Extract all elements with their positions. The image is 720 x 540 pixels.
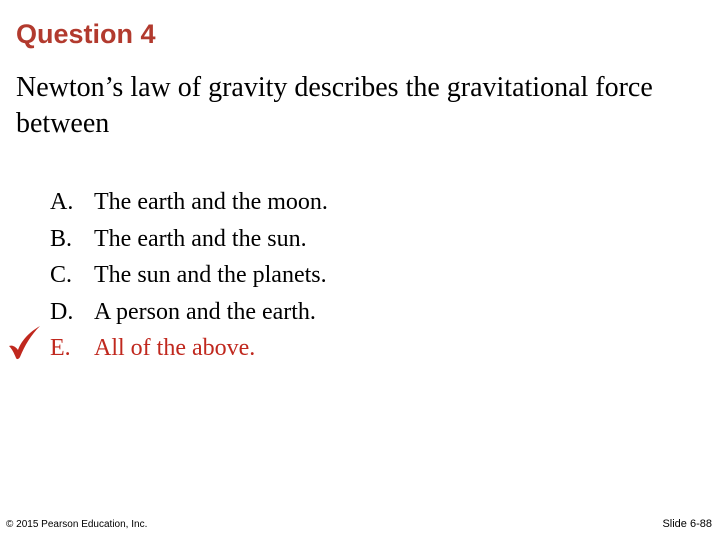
question-text: Newton’s law of gravity describes the gravitational force between — [16, 72, 653, 139]
choice-text: A person and the earth. — [94, 298, 316, 325]
choice-text: The sun and the planets. — [94, 262, 327, 288]
answer-choice-b — [50, 221, 650, 258]
copyright-notice: © 2015 Pearson Education, Inc. — [6, 519, 148, 530]
choice-text: The earth and the moon. — [94, 189, 328, 215]
choice-text: All of the above. — [94, 335, 256, 361]
choice-letter: A. — [50, 189, 74, 215]
answer-choice-c — [50, 257, 650, 294]
choice-letter: C. — [50, 262, 73, 288]
answer-choice-e — [50, 330, 650, 367]
slide-number: Slide 6-88 — [662, 518, 712, 530]
answer-choices — [50, 184, 650, 367]
answer-choice-d — [50, 294, 650, 331]
choice-letter: D. — [50, 298, 74, 325]
choice-text: The earth and the sun. — [94, 225, 307, 252]
checkmark-icon — [6, 324, 46, 364]
choice-letter: E. — [50, 335, 71, 361]
answer-choice-a — [50, 184, 650, 221]
slide-title: Question 4 — [16, 19, 156, 49]
choice-letter: B. — [50, 225, 73, 252]
